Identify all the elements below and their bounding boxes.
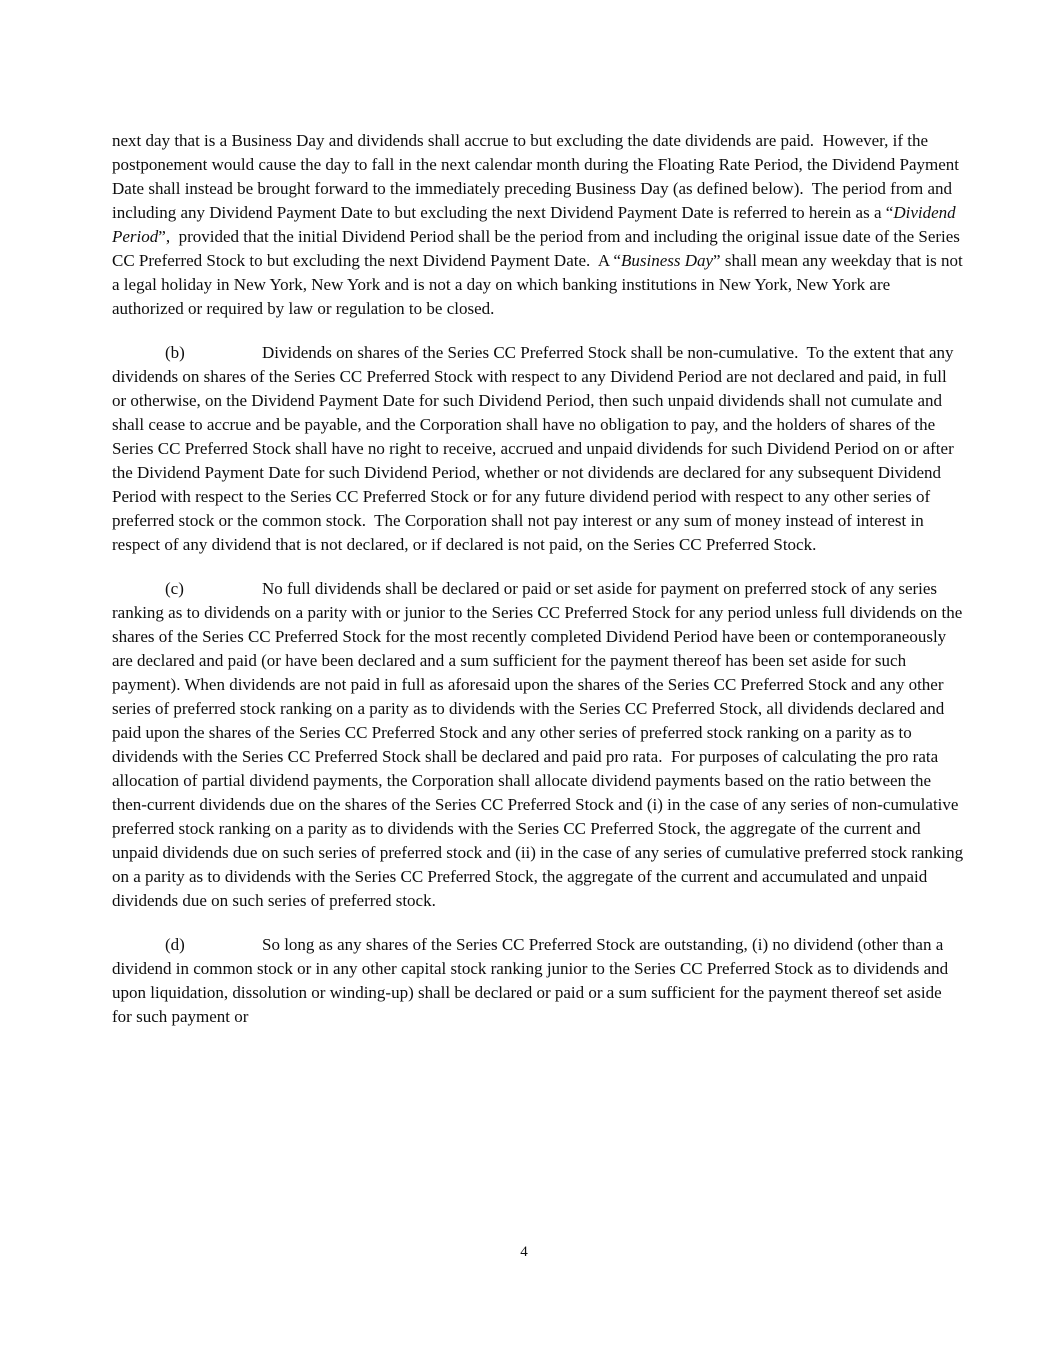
paragraph-b [112, 341, 964, 557]
paragraph-text: next day that is a Business Day and dividends shall accrue to but excluding the date dividends are paid. However, if the postponement would cause the day to fall in the next calendar month during the Floating Rate Period, the Dividend Payment Date shall instead be brought forward to the immediately preceding Business Day (as defined below). The period from and including any Dividend Payment Date to but excluding the next Dividend Payment Date is referred to herein as a “Dividend Period”, provided that the initial Dividend Period shall be the period from and including the original issue date of the Series CC Preferred Stock to but excluding the next Dividend Payment Date. A “Business Day” shall mean any weekday that is not a legal holiday in New York, New York and is not a day on which banking institutions in New York, New York are authorized or required by law or regulation to be closed. [112, 131, 968, 318]
page-number: 4 [520, 1244, 528, 1260]
paragraph-d [112, 933, 964, 1029]
paragraph-c-label: (c) [165, 579, 184, 598]
paragraph-c [112, 577, 968, 913]
paragraph-text: No full dividends shall be declared or paid or set aside for payment on preferred stock of any series ranking as to dividends on a parity with or junior to the Series CC Preferred Stock for any period unless full dividends on the shares of the Series CC Preferred Stock for the most recently completed Dividend Period have been or contemporaneously are declared and paid (or have been declared and a sum sufficient for the payment thereof has been set aside for such payment). When dividends are not paid in full as aforesaid upon the shares of the Series CC Preferred Stock and any other series of preferred stock ranking on a parity as to dividends with the Series CC Preferred Stock, all dividends declared and paid upon the shares of the Series CC Preferred Stock and any other series of preferred stock ranking on a parity as to dividends with the Series CC Preferred Stock shall be declared and paid pro rata. For purposes of calculating the pro rata allocation of partial dividend payments, the Corporation shall allocate dividend payments based on the ratio between the then-current dividends due on the shares of the Series CC Preferred Stock and (i) in the case of any series of non-cumulative preferred stock ranking on a parity as to dividends with the Series CC Preferred Stock, the aggregate of the current and unpaid dividends due on such series of preferred stock and (ii) in the case of any series of cumulative preferred stock ranking on a parity as to dividends with the Series CC Preferred Stock, the aggregate of the current and accumulated and unpaid dividends due on such series of preferred stock. [112, 579, 968, 910]
paragraph-b-label: (b) [165, 343, 185, 362]
paragraph-d-label: (d) [165, 935, 185, 954]
paragraph-text: So long as any shares of the Series CC Preferred Stock are outstanding, (i) no dividend (other than a dividend in common stock or in any other capital stock ranking junior to the Series CC Preferred Stock as to dividends and upon liquidation, dissolution or winding-up) shall be declared or paid or a sum sufficient for the payment thereof set aside for such payment or [112, 935, 953, 1026]
document-body [112, 129, 968, 1049]
paragraph-continuation [112, 129, 968, 321]
paragraph-text: Dividends on shares of the Series CC Preferred Stock shall be non-cumulative. To the extent that any dividends on shares of the Series CC Preferred Stock with respect to any Dividend Period are not declared and paid, in full or otherwise, on the Dividend Payment Date for such Dividend Period, then such unpaid dividends shall not cumulate and shall cease to accrue and be payable, and the Corporation shall have no obligation to pay, and the holders of shares of the Series CC Preferred Stock shall have no right to receive, accrued and unpaid dividends for such Dividend Period on or after the Dividend Payment Date for such Dividend Period, whether or not dividends are declared for any subsequent Dividend Period with respect to the Series CC Preferred Stock or for any future dividend period with respect to any other series of preferred stock or the common stock. The Corporation shall not pay interest or any sum of money instead of interest in respect of any dividend that is not declared, or if declared is not paid, on the Series CC Preferred Stock. [112, 343, 958, 554]
